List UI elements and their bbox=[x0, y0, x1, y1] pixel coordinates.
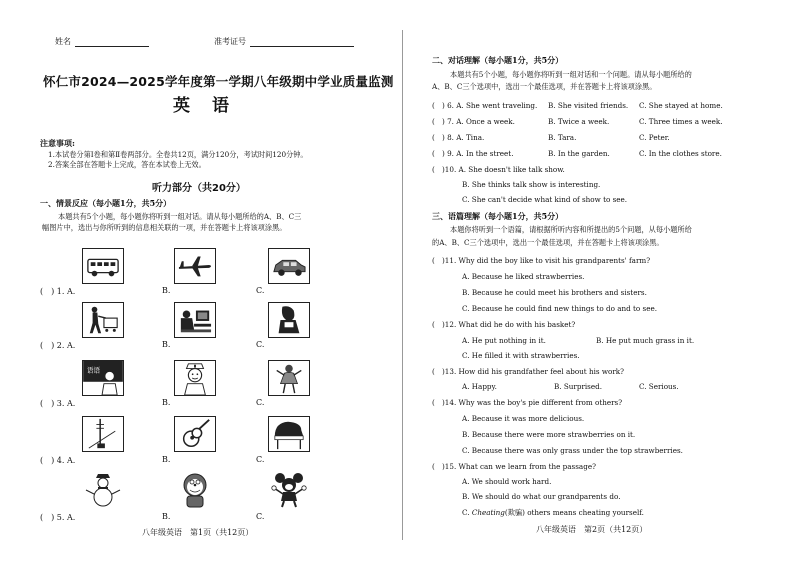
q8-a: ( ) 8. A. Tina. bbox=[432, 133, 485, 142]
section1-heading: 一、情景反应（每小题1分，共5分） bbox=[40, 198, 172, 208]
q11-b: B. Because he could meet his brothers and sisters. bbox=[462, 288, 647, 297]
q12: ( )12. What did he do with his basket? bbox=[432, 320, 576, 329]
q14-c: C. Because there was only grass under the top strawberries. bbox=[462, 446, 683, 455]
q13-b: B. Surprised. bbox=[554, 382, 603, 391]
q1-b: B. bbox=[162, 286, 171, 295]
q9-c: C. In the clothes store. bbox=[639, 149, 722, 158]
q15-c-rest: (欺骗) others means cheating yourself. bbox=[504, 508, 644, 517]
exam-title: 怀仁市2024—2025学年度第一学期八年级期中学业质量监测 bbox=[43, 74, 394, 89]
q11: ( )11. Why did the boy like to visit his grandparents' farm? bbox=[432, 256, 651, 265]
bus-icon bbox=[82, 248, 124, 284]
doraemon-icon bbox=[174, 472, 216, 508]
erhu-icon bbox=[82, 416, 124, 452]
q1-c: C. bbox=[256, 286, 265, 295]
notice-heading: 注意事项: bbox=[40, 138, 75, 148]
name-field bbox=[55, 36, 149, 47]
section2-heading: 二、对话理解（每小题1分，共5分） bbox=[432, 55, 564, 65]
right-page bbox=[408, 0, 794, 561]
q7-a: ( ) 7. A. Once a week. bbox=[432, 117, 515, 126]
q15-c bbox=[462, 508, 644, 518]
section3-intro-2: 的A、B、C三个选项中，选出一个最佳选项，并在答题卡上将该项涂黑。 bbox=[432, 238, 664, 247]
q15: ( )15. What can we learn from the passage? bbox=[432, 462, 596, 471]
name-label: 姓名 bbox=[55, 37, 71, 46]
q2-b: B. bbox=[162, 340, 171, 349]
car-icon bbox=[268, 248, 310, 284]
q5-label: ( ) 5. A. bbox=[40, 513, 76, 522]
piano-icon bbox=[268, 416, 310, 452]
snowman-icon bbox=[82, 472, 124, 508]
q10-a: ( )10. A. She doesn't like talk show. bbox=[432, 165, 565, 174]
name-blank bbox=[75, 37, 149, 47]
q2-label: ( ) 2. A. bbox=[40, 341, 76, 350]
q4-label: ( ) 4. A. bbox=[40, 456, 76, 465]
computer-person-icon bbox=[174, 302, 216, 338]
q7-b: B. Twice a week. bbox=[548, 117, 610, 126]
q4-c: C. bbox=[256, 455, 265, 464]
notice-line-2: 2.答案全部在答题卡上完成，答在本试卷上无效。 bbox=[48, 160, 206, 169]
q14: ( )14. Why was the boy's pie different from others? bbox=[432, 398, 623, 407]
listening-title: 听力部分（共20分） bbox=[152, 183, 246, 194]
q13-a: A. Happy. bbox=[462, 382, 497, 391]
section1-intro-2: 幅图片中，选出与你所听到的信息相关联的一项，并在答题卡上将该项涂黑。 bbox=[42, 223, 287, 232]
section3-heading: 三、语篇理解（每小题1分，共5分） bbox=[432, 211, 564, 221]
q15-c-prefix: C. bbox=[462, 508, 470, 517]
q5-b: B. bbox=[162, 512, 171, 521]
q13-c: C. Serious. bbox=[639, 382, 679, 391]
q12-b: B. He put much grass in it. bbox=[596, 336, 695, 345]
footer-left: 八年级英语 第1页（共12页） bbox=[142, 528, 254, 537]
q6-a: ( ) 6. A. She went traveling. bbox=[432, 101, 538, 110]
q6-b: B. She visited friends. bbox=[548, 101, 629, 110]
notice-line-1: 1.本试卷分第Ⅰ卷和第Ⅱ卷两部分。全卷共12页，满分120分，考试时间120分钟。 bbox=[48, 150, 308, 159]
q5-c: C. bbox=[256, 512, 265, 521]
page-divider bbox=[402, 30, 403, 540]
q11-a: A. Because he liked strawberries. bbox=[462, 272, 585, 281]
q15-a: A. We should work hard. bbox=[462, 477, 552, 486]
section2-intro-2: A、B、C三个选项中，选出一个最佳选项，并在答题卡上将该项涂黑。 bbox=[432, 82, 657, 91]
q1-label: ( ) 1. A. bbox=[40, 287, 76, 296]
teacher-board-text: 语语 bbox=[86, 366, 101, 375]
q3-b: B. bbox=[162, 398, 171, 407]
q3-c: C. bbox=[256, 398, 265, 407]
footer-right: 八年级英语 第2页（共12页） bbox=[536, 525, 648, 534]
mickey-icon bbox=[268, 472, 310, 508]
q6-c: C. She stayed at home. bbox=[639, 101, 723, 110]
q8-b: B. Tara. bbox=[548, 133, 577, 142]
q13: ( )13. How did his grandfather feel about his work? bbox=[432, 367, 625, 376]
subject-title: 英语 bbox=[173, 96, 251, 116]
q14-a: A. Because it was more delicious. bbox=[462, 414, 585, 423]
teacher-icon bbox=[82, 360, 124, 396]
q8-c: C. Peter. bbox=[639, 133, 670, 142]
reading-girl-icon bbox=[268, 302, 310, 338]
id-label: 准考证号 bbox=[214, 37, 246, 46]
q12-a: A. He put nothing in it. bbox=[462, 336, 546, 345]
q4-b: B. bbox=[162, 455, 171, 464]
section2-intro-1: 本题共有5个小题，每小题你将听到一组对话和一个问题。请从每小题所给的 bbox=[450, 70, 692, 79]
dancer-icon bbox=[268, 360, 310, 396]
q11-c: C. Because he could find new things to do and to see. bbox=[462, 304, 657, 313]
shopping-person-icon bbox=[82, 302, 124, 338]
q10-b: B. She thinks talk show is interesting. bbox=[462, 180, 601, 189]
id-field bbox=[214, 36, 354, 47]
q15-c-word: Cheating bbox=[471, 508, 505, 517]
q12-c: C. He filled it with strawberries. bbox=[462, 351, 580, 360]
q3-label: ( ) 3. A. bbox=[40, 399, 76, 408]
q7-c: C. Three times a week. bbox=[639, 117, 723, 126]
nurse-icon bbox=[174, 360, 216, 396]
section1-intro-1: 本题共有5个小题，每小题你将听到一组对话。请从每小题所给的A、B、C三 bbox=[58, 212, 302, 221]
section3-intro-1: 本题你将听到一个语篇，请根据所听内容和所提出的5个问题，从每小题所给 bbox=[450, 225, 692, 234]
q10-c: C. She can't decide what kind of show to see. bbox=[462, 195, 628, 204]
guitar-icon bbox=[174, 416, 216, 452]
q2-c: C. bbox=[256, 340, 265, 349]
q14-b: B. Because there were more strawberries on it. bbox=[462, 430, 636, 439]
airplane-icon bbox=[174, 248, 216, 284]
q9-b: B. In the garden. bbox=[548, 149, 610, 158]
q15-b: B. We should do what our grandparents do. bbox=[462, 492, 621, 501]
q9-a: ( ) 9. A. In the street. bbox=[432, 149, 514, 158]
id-blank bbox=[250, 37, 354, 47]
